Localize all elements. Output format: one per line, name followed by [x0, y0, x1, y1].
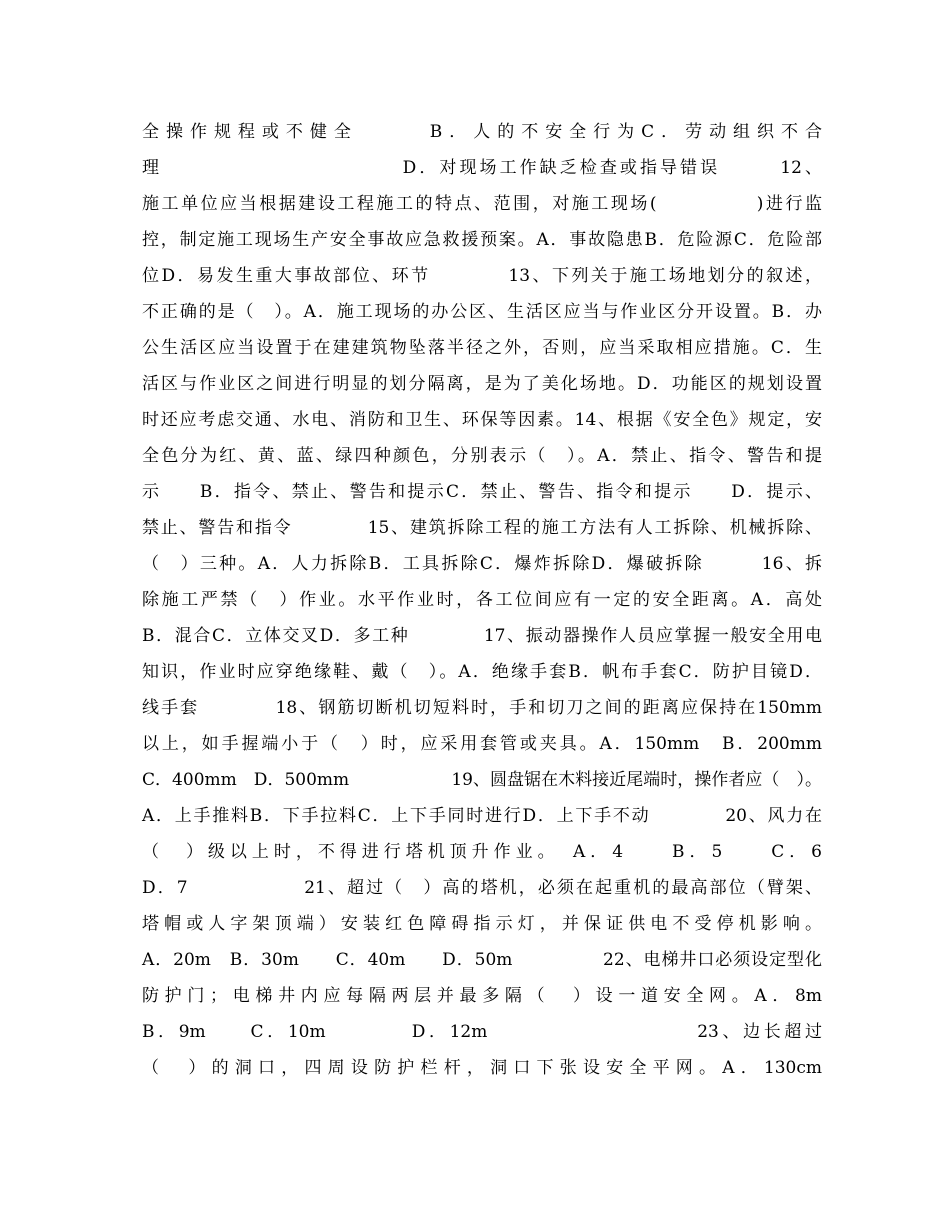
text-line: 施工单位应当根据建设工程施工的特点、范围，对施工现场( )进行监	[142, 194, 822, 214]
text-line: A．20m B．30m C．40m D．50m 22、电梯井口必须设定型化	[142, 950, 822, 970]
text-line: 以上，如手握端小于（ ）时，应采用套管或夹具。A．150mm B．200mm	[142, 734, 822, 754]
text-line: 控，制定施工现场生产安全事故应急救援预案。A．事故隐患B．危险源C．危险部	[142, 230, 822, 250]
text-line: 禁止、警告和指令 15、建筑拆除工程的施工方法有人工拆除、机械拆除、	[142, 518, 822, 538]
text-line: 理 D．对现场工作缺乏检查或指导错误 12、	[142, 158, 822, 178]
text-line: 全操作规程或不健全 B．人的不安全行为C．劳动组织不合	[142, 122, 822, 142]
text-line: 位D．易发生重大事故部位、环节 13、下列关于施工场地划分的叙述，	[142, 266, 822, 286]
text-line: 塔帽或人字架顶端）安装红色障碍指示灯，并保证供电不受停机影响。	[142, 914, 822, 934]
text-line: （ ）的洞口，四周设防护栏杆，洞口下张设安全平网。A．130cm	[142, 1058, 822, 1078]
text-line: 知识，作业时应穿绝缘鞋、戴（ ）。A．绝缘手套B．帆布手套C．防护目镜D．	[142, 662, 822, 682]
text-line: 不正确的是（ ）。A．施工现场的办公区、生活区应当与作业区分开设置。B．办	[142, 302, 822, 322]
text-line: （ ）级以上时，不得进行塔机顶升作业。 A．4 B．5 C．6	[142, 842, 822, 862]
text-line: 线手套 18、钢筋切断机切短料时，手和切刀之间的距离应保持在150mm	[142, 698, 822, 718]
text-line: 活区与作业区之间进行明显的划分隔离，是为了美化场地。D．功能区的规划设置	[142, 374, 822, 394]
text-line: B．9m C．10m D．12m 23、边长超过	[142, 1022, 822, 1042]
text-line: A．上手推料B．下手拉料C．上下手同时进行D．上下手不动 20、风力在	[142, 806, 822, 826]
text-line: 公生活区应当设置于在建建筑物坠落半径之外，否则，应当采取相应措施。C．生	[142, 338, 822, 358]
text-line: C．400mm D．500mm 19、圆盘锯在木料接近尾端时，操作者应（ ）。	[142, 770, 822, 790]
text-line: B．混合C．立体交叉D．多工种 17、振动器操作人员应掌握一般安全用电	[142, 626, 822, 646]
text-line: 时还应考虑交通、水电、消防和卫生、环保等因素。14、根据《安全色》规定，安	[142, 410, 822, 430]
text-line: 除施工严禁（ ）作业。水平作业时，各工位间应有一定的安全距离。A．高处	[142, 590, 822, 610]
text-line: （ ）三种。A．人力拆除B．工具拆除C．爆炸拆除D．爆破拆除 16、拆	[142, 554, 822, 574]
text-line: 防护门；电梯井内应每隔两层并最多隔（ ）设一道安全网。A．8m	[142, 986, 822, 1006]
text-line: D．7 21、超过（ ）高的塔机，必须在起重机的最高部位（臂架、	[142, 878, 822, 898]
text-line: 示 B．指令、禁止、警告和提示C．禁止、警告、指令和提示 D．提示、	[142, 482, 822, 502]
text-line: 全色分为红、黄、蓝、绿四种颜色，分别表示（ ）。A．禁止、指令、警告和提	[142, 446, 822, 466]
